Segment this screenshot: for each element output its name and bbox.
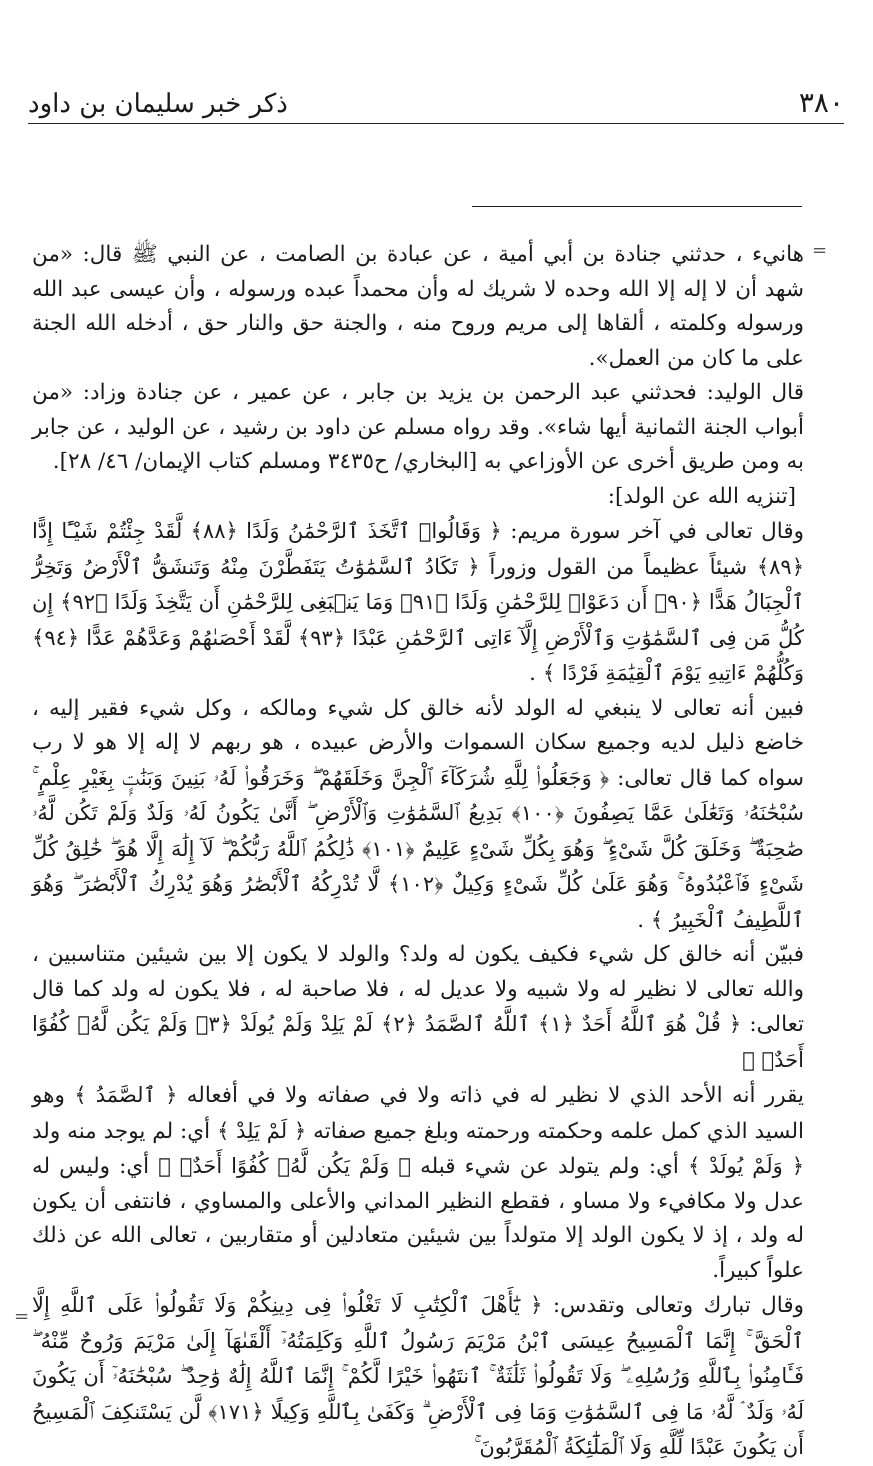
paragraph: هانيء ، حدثني جنادة بن أبي أمية ، عن عبادة بن الصامت ، عن النبي ﷺ قال: «من شهد أن لا إله إلا الله وحده لا شريك له وأن محمداً عبده ورسوله ، وأن عيسى عبد الله ورسوله وكلمته ، ألقاها إلى مريم وروح منه ، والجنة حق والنار حق ، أدخله الله الجنة على ما كان من العمل». xyxy=(32,242,804,371)
text-run: أي: وليس له عدل ولا مكافيء ولا مساو ، فقطع النظير المداني والأعلى والمساوي ، فانتفى أن يكون له ولد ، إذ لا يكون الولد إلا متولداً بين شيئين متعادلين أو متقاربين ، تعالى الله عن ذلك علواً كبيراً. xyxy=(32,1154,804,1283)
subheading: [تنزيه الله عن الولد]: xyxy=(607,483,796,509)
text-run: . xyxy=(637,907,651,933)
quran-verse: ﴿ ٱلصَّمَدُ ﴾ xyxy=(74,1083,178,1107)
text-run: أي: لم يوجد منه ولد xyxy=(32,1118,218,1144)
quran-verse: ﴿ تَكَادُ ٱلسَّمَٰوَٰتُ يَتَفَطَّرْنَ مِنْهُ وَتَنشَقُّ ٱلْأَرْضُ وَتَخِرُّ ٱلْجِبَالُ هَدًّا ﴿٩٠﴾ أَن دَعَوْا۟ لِلرَّحْمَٰنِ وَلَدًا ﴿٩١﴾ وَمَا يَنۢبَغِى لِلرَّحْمَٰنِ أَن يَتَّخِذَ وَلَدًا ﴿٩٢﴾ إِن كُلُّ مَن فِى ٱلسَّمَٰوَٰتِ وَٱلْأَرْضِ إِلَّآ ءَاتِى ٱلرَّحْمَٰنِ عَبْدًا ﴿٩٣﴾ لَّقَدْ أَحْصَىٰهُمْ وَعَدَّهُمْ عَدًّا ﴿٩٤﴾ وَكُلُّهُمْ ءَاتِيهِ يَوْمَ ٱلْقِيَٰمَةِ فَرْدًا ﴾ xyxy=(32,554,805,685)
running-title: ذكر خبر سليمان بن داود xyxy=(28,89,288,119)
text-run: شيئاً عظيماً من القول وزوراً xyxy=(479,554,757,580)
body-text xyxy=(32,238,804,1466)
quran-verse: ﴿ يَٰٓأَهْلَ ٱلْكِتَٰبِ لَا تَغْلُوا۟ فِى دِينِكُمْ وَلَا تَقُولُوا۟ عَلَى ٱللَّهِ إِلَّا ٱلْحَقَّ ۚ إِنَّمَا ٱلْمَسِيحُ عِيسَى ٱبْنُ مَرْيَمَ رَسُولُ ٱللَّهِ وَكَلِمَتُهُۥٓ أَلْقَىٰهَآ إِلَىٰ مَرْيَمَ وَرُوحٌ مِّنْهُ ۖ فَـَٔامِنُوا۟ بِٱللَّهِ وَرُسُلِهِۦ ۖ وَلَا تَقُولُوا۟ ثَلَٰثَةٌ ۚ ٱنتَهُوا۟ خَيْرًا لَّكُمْ ۚ إِنَّمَا ٱللَّهُ إِلَٰهٌ وَٰحِدٌ ۖ سُبْحَٰنَهُۥٓ أَن يَكُونَ لَهُۥ وَلَدٌ ۘ لَّهُۥ مَا فِى ٱلسَّمَٰوَٰتِ وَمَا فِى ٱلْأَرْضِ ۗ وَكَفَىٰ بِٱللَّهِ وَكِيلًا ﴿١٧١﴾ لَّن يَسْتَنكِفَ ٱلْمَسِيحُ أَن يَكُونَ عَبْدًا لِّلَّهِ وَلَا ٱلْمَلَٰٓئِكَةُ ٱلْمُقَرَّبُونَ ۚ xyxy=(32,1293,805,1459)
text-run: يقرر أنه الأحد الذي لا نظير له في ذاته ولا في صفاته ولا في أفعاله xyxy=(177,1083,804,1108)
text-run: وقال تبارك وتعالى وتقدس: xyxy=(542,1293,805,1318)
quran-verse: ﴿ قُلْ هُوَ ٱللَّهُ أَحَدٌ ﴿١﴾ ٱللَّهُ ٱلصَّمَدُ ﴿٢﴾ لَمْ يَلِدْ وَلَمْ يُولَدْ ﴿٣﴾ وَلَمْ يَكُن لَّهُۥ كُفُوًا أَحَدٌۢ ﴾ xyxy=(32,1012,804,1072)
margin-mark-top: = xyxy=(812,240,828,261)
paragraph xyxy=(32,514,804,692)
page-number: ٣٨٠ xyxy=(798,86,844,119)
quran-verse: ﴿ وَلَمْ يَكُن لَّهُۥ كُفُوًا أَحَدٌۢ ﴾ xyxy=(158,1154,411,1178)
text-run: . xyxy=(529,661,543,686)
paragraph xyxy=(32,1288,804,1466)
separator-line xyxy=(472,206,802,207)
paragraph xyxy=(32,938,804,1078)
text-run: أي: ولم يتولد عن شيء قبله xyxy=(410,1154,688,1179)
quran-verse: ﴿ وَلَمْ يُولَدْ ﴾ xyxy=(687,1154,805,1178)
text-run: فبين أنه تعالى لا ينبغي له الولد لأنه خالق كل شيء ومالكه ، وكل شيء فقير إليه ، خاضع ذليل لديه وجميع سكان السموات والأرض عبيده ، هو ربهم لا إله إلا هو لا رب سواه كما قال تعالى: xyxy=(32,695,805,791)
text-run: فبيّن أنه خالق كل شيء فكيف يكون له ولد؟ والولد لا يكون إلا بين شيئين متناسبين ، والله تعالى لا نظير له ولا شبيه ولا عديل له ، فلا صاحبة له ، فلا يكون له ولد كما قال تعالى: xyxy=(32,942,804,1037)
quran-verse: ﴿ وَقَالُوا۟ ٱتَّخَذَ ٱلرَّحْمَٰنُ وَلَدًا ﴿٨٨﴾ لَّقَدْ جِئْتُمْ شَيْـًٔا إِدًّا ﴿٨٩﴾ xyxy=(32,519,804,579)
paragraph: قال الوليد: فحدثني عبد الرحمن بن يزيد بن جابر ، عن عمير ، عن جنادة وزاد: «من أبواب الجنة الثمانية أيها شاء». وقد رواه مسلم عن داود بن رشيد ، عن الوليد ، عن جابر به ومن طريق أخرى عن الأوزاعي به [البخاري/ ح٣٤٣٥ ومسلم كتاب الإيمان/ ٤٦/ ٢٨]. xyxy=(32,380,804,474)
paragraph xyxy=(32,692,804,939)
quran-verse: ﴿ لَمْ يَلِدْ ﴾ xyxy=(217,1118,307,1143)
quran-verse: ﴿ وَجَعَلُوا۟ لِلَّهِ شُرَكَآءَ ٱلْجِنَّ وَخَلَقَهُمْ ۖ وَخَرَقُوا۟ لَهُۥ بَنِينَ وَبَنَٰتٍۭ بِغَيْرِ عِلْمٍ ۚ سُبْحَٰنَهُۥ وَتَعَٰلَىٰ عَمَّا يَصِفُونَ ﴿١٠٠﴾ بَدِيعُ ٱلسَّمَٰوَٰتِ وَٱلْأَرْضِ ۖ أَنَّىٰ يَكُونُ لَهُۥ وَلَدٌ وَلَمْ تَكُن لَّهُۥ صَٰحِبَةٌ ۖ وَخَلَقَ كُلَّ شَىْءٍ ۖ وَهُوَ بِكُلِّ شَىْءٍ عَلِيمٌ ﴿١٠١﴾ ذَٰلِكُمُ ٱللَّهُ رَبُّكُمْ ۖ لَآ إِلَٰهَ إِلَّا هُوَ ۖ خَٰلِقُ كُلِّ شَىْءٍ فَٱعْبُدُوهُ ۚ وَهُوَ عَلَىٰ كُلِّ شَىْءٍ وَكِيلٌ ﴿١٠٢﴾ لَّا تُدْرِكُهُ ٱلْأَبْصَٰرُ وَهُوَ يُدْرِكُ ٱلْأَبْصَٰرَ ۖ وَهُوَ ٱللَّطِيفُ ٱلْخَبِيرُ ﴾ xyxy=(32,765,804,932)
text-run: وهو السيد الذي كمل علمه وحكمته ورحمته وبلغ جميع صفاته xyxy=(32,1083,804,1144)
text-run: وقال تعالى في آخر سورة مريم: xyxy=(501,519,804,544)
page-header xyxy=(28,86,844,124)
paragraph xyxy=(32,1078,804,1288)
margin-mark-bottom: = xyxy=(14,1306,30,1327)
